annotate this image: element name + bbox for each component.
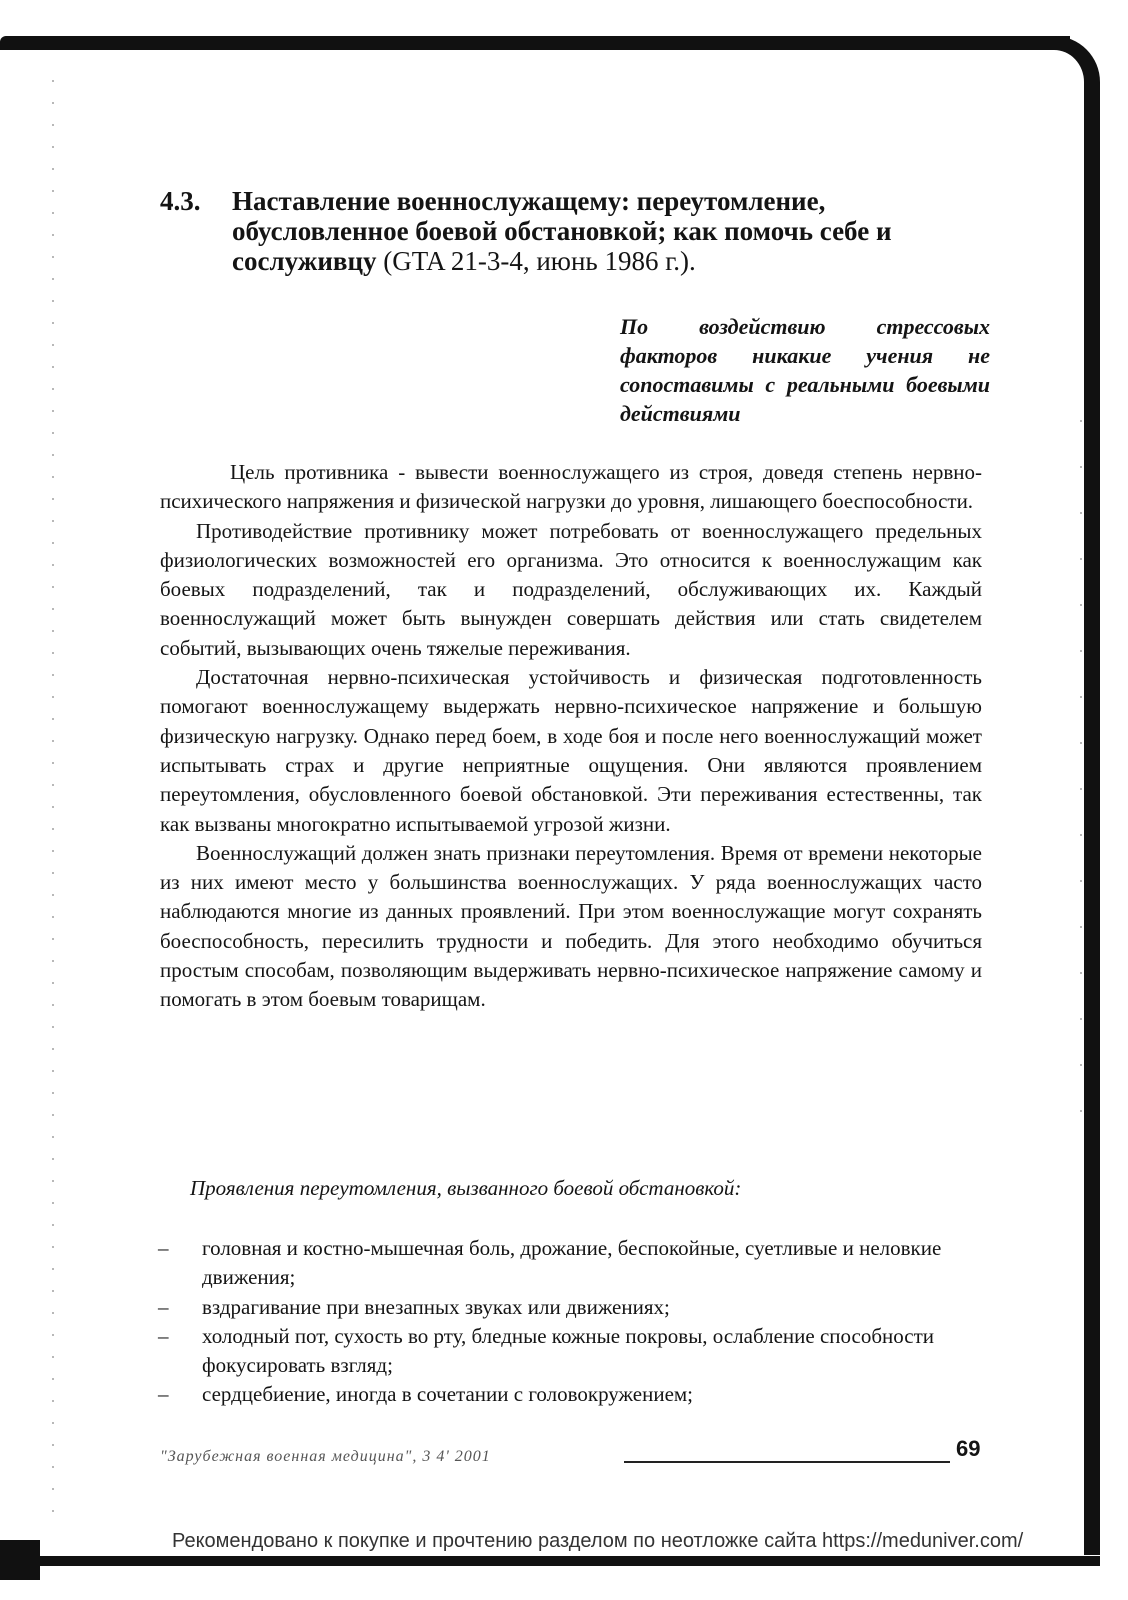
paragraph: Противодействие противнику может потребовать от военнослужащего предельных физиологических возможностей его организма. Это относится к военнослужащим как боевых подразделений, так и подразделений, обслуживающих их. Каждый военнослужащий может быть вынужден совершать действия или стать свидетелем событий, вызывающих очень тяжелые переживания.: [160, 518, 982, 660]
paragraph: Цель противника - вывести военнослужащего из строя, доведя степень нервно-психического напряжения и физической нагрузки до уровня, лишающего боеспособности.: [160, 460, 982, 514]
body-text: [160, 458, 982, 1015]
list-item-text: сердцебиение, иногда в сочетании с головокружением;: [202, 1382, 694, 1407]
paragraph: Достаточная нервно-психическая устойчивость и физическая подготовленность помогают военнослужащему выдержать нервно-психическое напряжение и большую физическую нагрузку. Однако перед боем, в ходе боя и после него военнослужащий может испытывать страх и другие неприятные ощущения. Они являются проявлением переутомления, обусловленного боевой обстановкой. Эти переживания естественны, так как вызваны многократно испытываемой угрозой жизни.: [160, 665, 982, 836]
list-item: [158, 1380, 986, 1409]
epigraph: По воздействию стрессовых факторов никакие учения не сопоставимы с реальными боевыми действиями: [620, 314, 990, 426]
section-title-block: [232, 186, 962, 276]
scan-specks-left: [52, 80, 54, 1530]
page-frame-right: [1084, 100, 1100, 1555]
watermark-text: Рекомендовано к покупке и прочтению разделом по неотложке сайта https://meduniver.com/: [172, 1530, 1024, 1552]
list-item: [158, 1234, 986, 1293]
list-dash: –: [158, 1294, 169, 1319]
section-reference: (GTA 21-3-4, июнь 1986 г.).: [376, 246, 696, 276]
scan-specks-right: [1080, 420, 1082, 1120]
page-frame-top: [0, 36, 1070, 50]
list-dash: –: [158, 1236, 169, 1260]
list-item: [158, 1293, 986, 1322]
page-number: 69: [956, 1436, 981, 1461]
page-frame-bottom: [0, 1556, 1100, 1566]
footer-source: "Зарубежная военная медицина", 3 4' 2001: [160, 1448, 491, 1465]
list-item-text: головная и костно-мышечная боль, дрожание, беспокойные, суетливые и неловкие движения;: [202, 1236, 942, 1290]
list-item: [158, 1322, 986, 1381]
section-title: Наставление военнослужащему: переутомление, обусловленное боевой обстановкой; как помочь себе и сослуживцу: [232, 186, 892, 276]
section-number: 4.3.: [160, 186, 201, 216]
symptom-list: [158, 1234, 986, 1410]
paragraph: Военнослужащий должен знать признаки переутомления. Время от времени некоторые из них имеют место у большинства военнослужащих. У ряда военнослужащих часто наблюдаются многие из данных проявлений. При этом военнослужащие могут сохранять боеспособность, пересилить трудности и победить. Для этого необходимо обучиться простым способам, позволяющим выдерживать нервно-психическое напряжение самому и помогать в этом боевым товарищам.: [160, 840, 982, 1012]
list-item-text: холодный пот, сухость во рту, бледные кожные покровы, ослабление способности фокусировать взгляд;: [202, 1323, 935, 1378]
footer-rule: [624, 1461, 950, 1463]
list-item-text: вздрагивание при внезапных звуках или движениях;: [202, 1294, 670, 1319]
page-frame-bottom-left: [0, 1540, 40, 1580]
list-dash: –: [158, 1323, 169, 1348]
list-dash: –: [158, 1382, 169, 1407]
list-subheading: Проявления переутомления, вызванного боевой обстановкой:: [190, 1176, 742, 1200]
